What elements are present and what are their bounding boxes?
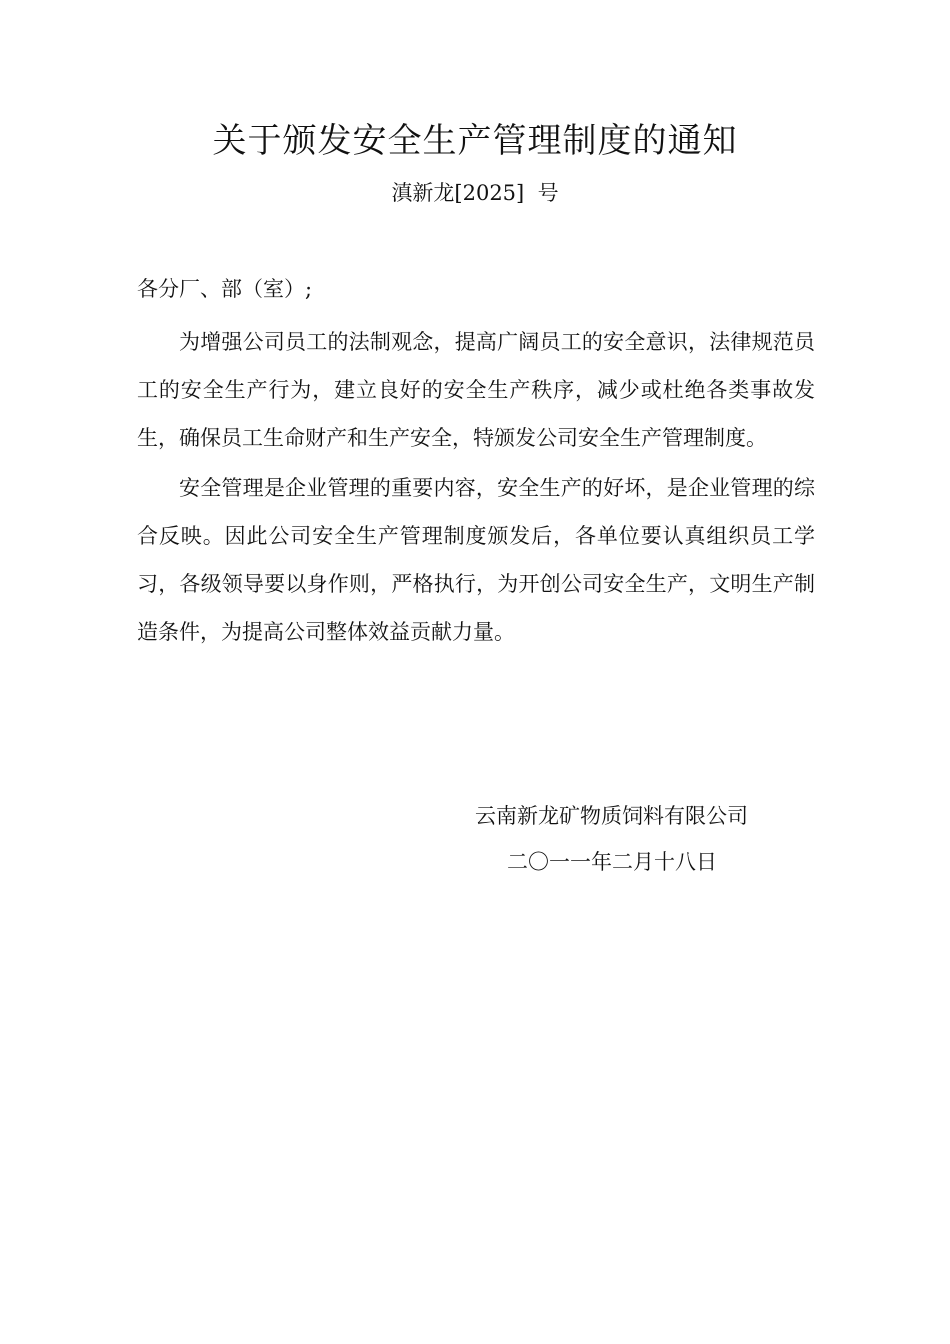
signature-date: 二〇一一年二月十八日: [507, 850, 717, 874]
body-paragraph-1: 为增强公司员工的法制观念，提高广阔员工的安全意识，法律规范员工的安全生产行为，建立良好的安全生产秩序，减少或杜绝各类事故发生，确保员工生命财产和生产安全，特颁发公司安全生产管理制度。: [137, 330, 815, 450]
body-paragraph-2: 安全管理是企业管理的重要内容，安全生产的好坏，是企业管理的综合反映。因此公司安全生产管理制度颁发后，各单位要认真组织员工学习，各级领导要以身作则，严格执行，为开创公司安全生产，文明生产制造条件，为提高公司整体效益贡献力量。: [137, 476, 815, 644]
addressee: 各分厂、部（室）;: [137, 277, 313, 301]
document-title: 关于颁发安全生产管理制度的通知: [212, 121, 738, 161]
document-body: [137, 318, 815, 658]
signature-company: 云南新龙矿物质饲料有限公司: [475, 804, 748, 828]
signature-block: [475, 800, 775, 878]
document-number: 滇新龙[2025] 号: [391, 181, 559, 205]
